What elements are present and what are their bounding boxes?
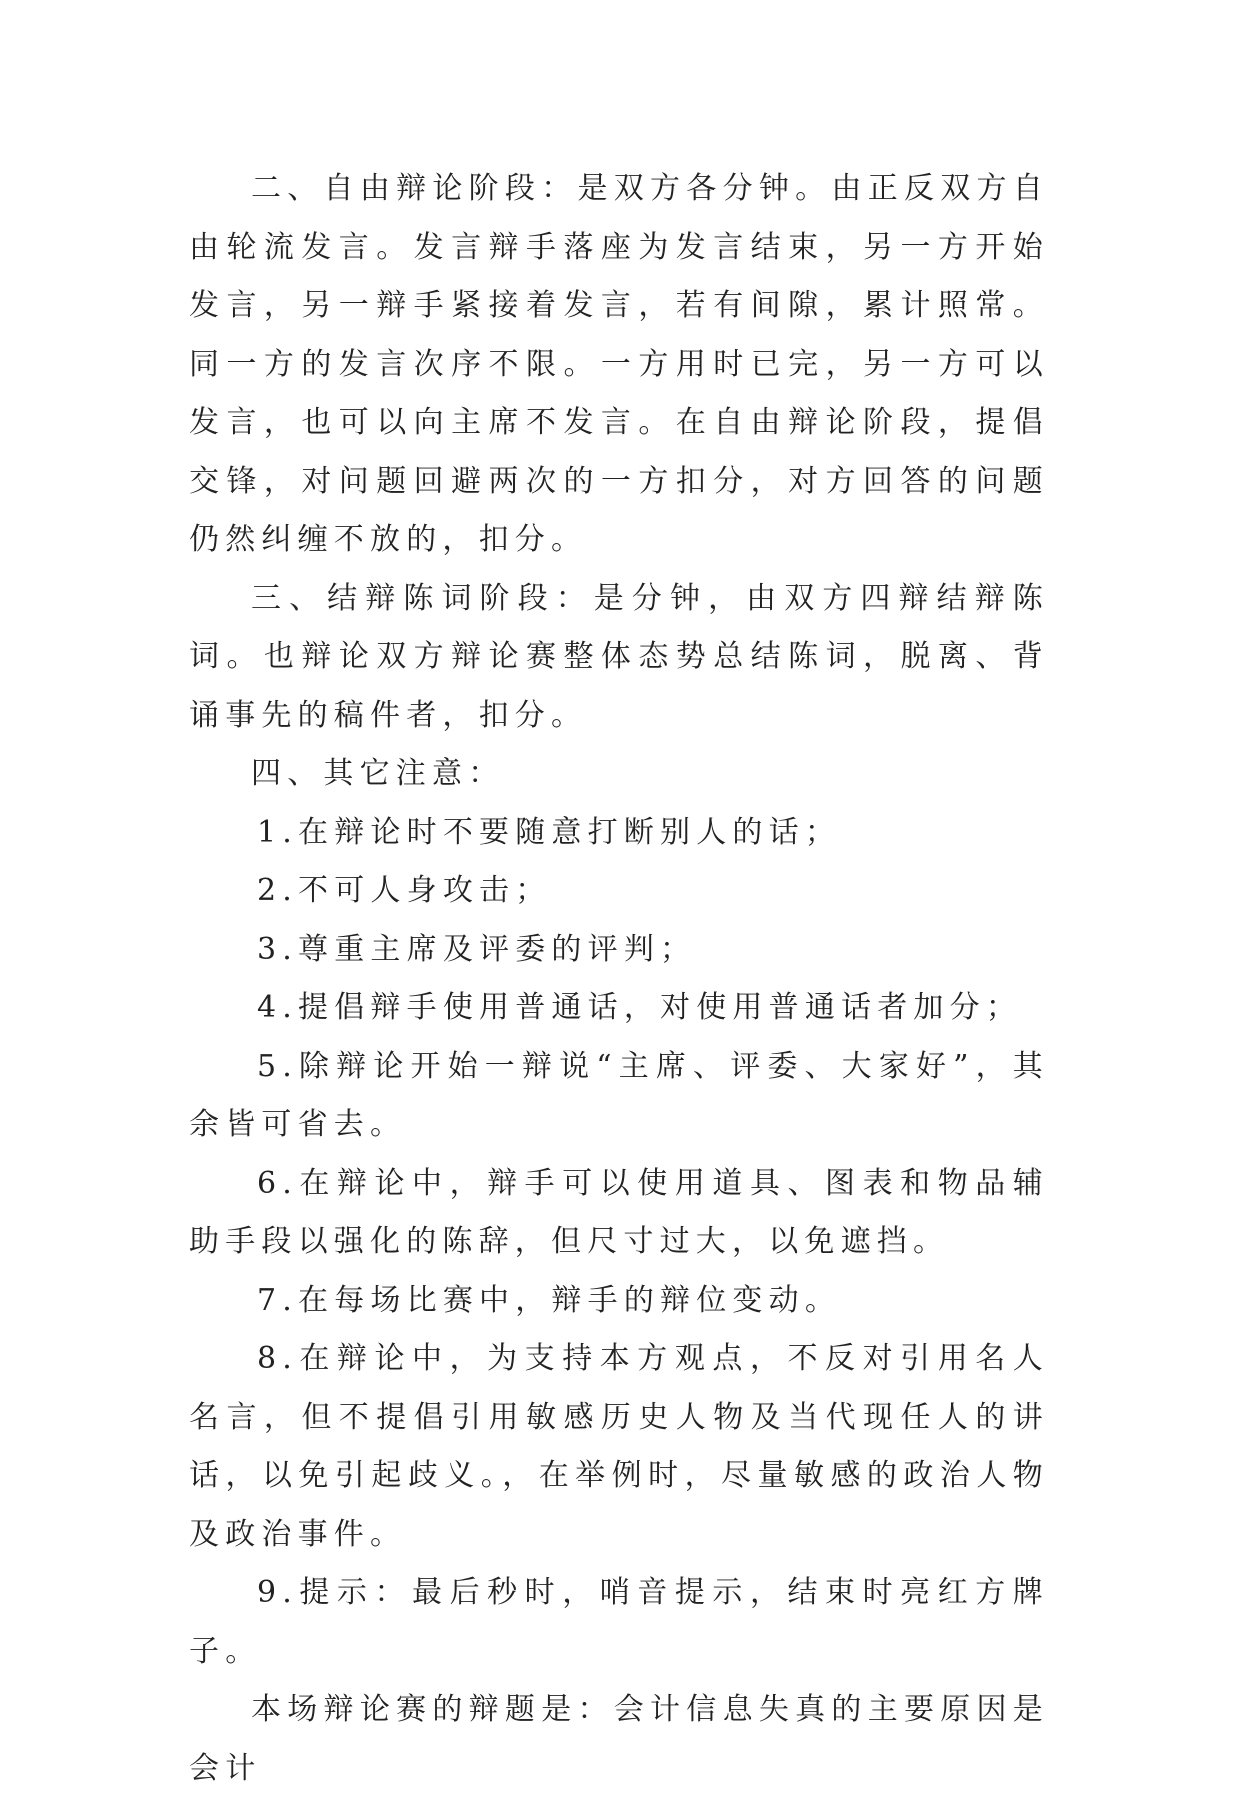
document-body (189, 160, 1049, 1798)
list-item-note-7: 7.在每场比赛中，辩手的辩位变动。 (257, 1282, 842, 1318)
list-item-note-2: 2.不可人身攻击； (257, 873, 552, 908)
paragraph-debate-topic: 本场辩论赛的辩题是：会计信息失真的主要原因是会计 (189, 1692, 1049, 1786)
list-item-note-1: 1.在辩论时不要随意打断别人的话； (257, 814, 842, 850)
list-item-note-6: 6.在辩论中，辩手可以使用道具、图表和物品辅助手段以强化的陈辞，但尺寸过大，以免遮挡。 (189, 1165, 1049, 1259)
paragraph-other-notes-heading: 四、其它注意： (251, 756, 505, 791)
list-item-note-4: 4.提倡辩手使用普通话，对使用普通话者加分； (257, 990, 1023, 1025)
list-item-note-3: 3.尊重主席及评委的评判； (257, 931, 697, 967)
list-item-note-5: 5.除辩论开始一辩说“主席、评委、大家好”，其余皆可省去。 (189, 1048, 1049, 1142)
list-item-note-9: 9.提示：最后秒时，哨音提示，结束时亮红方牌子。 (189, 1575, 1049, 1669)
list-item-note-8: 8.在辩论中，为支持本方观点，不反对引用名人名言，但不提倡引用敏感历史人物及当代现任人的讲话，以免引起歧义。，在举例时，尽量敏感的政治人物及政治事件。 (189, 1341, 1049, 1552)
paragraph-closing-statement: 三、结辩陈词阶段：是分钟，由双方四辩结辩陈词。也辩论双方辩论赛整体态势总结陈词，脱离、背诵事先的稿件者，扣分。 (189, 580, 1049, 733)
paragraph-free-debate: 二、自由辩论阶段：是双方各分钟。由正反双方自由轮流发言。发言辩手落座为发言结束，另一方开始发言，另一辩手紧接着发言，若有间隙，累计照常。同一方的发言次序不限。一方用时已完，另一方可以发言，也可以向主席不发言。在自由辩论阶段，提倡交锋，对问题回避两次的一方扣分，对方回答的问题仍然纠缠不放的，扣分。 (189, 171, 1049, 557)
